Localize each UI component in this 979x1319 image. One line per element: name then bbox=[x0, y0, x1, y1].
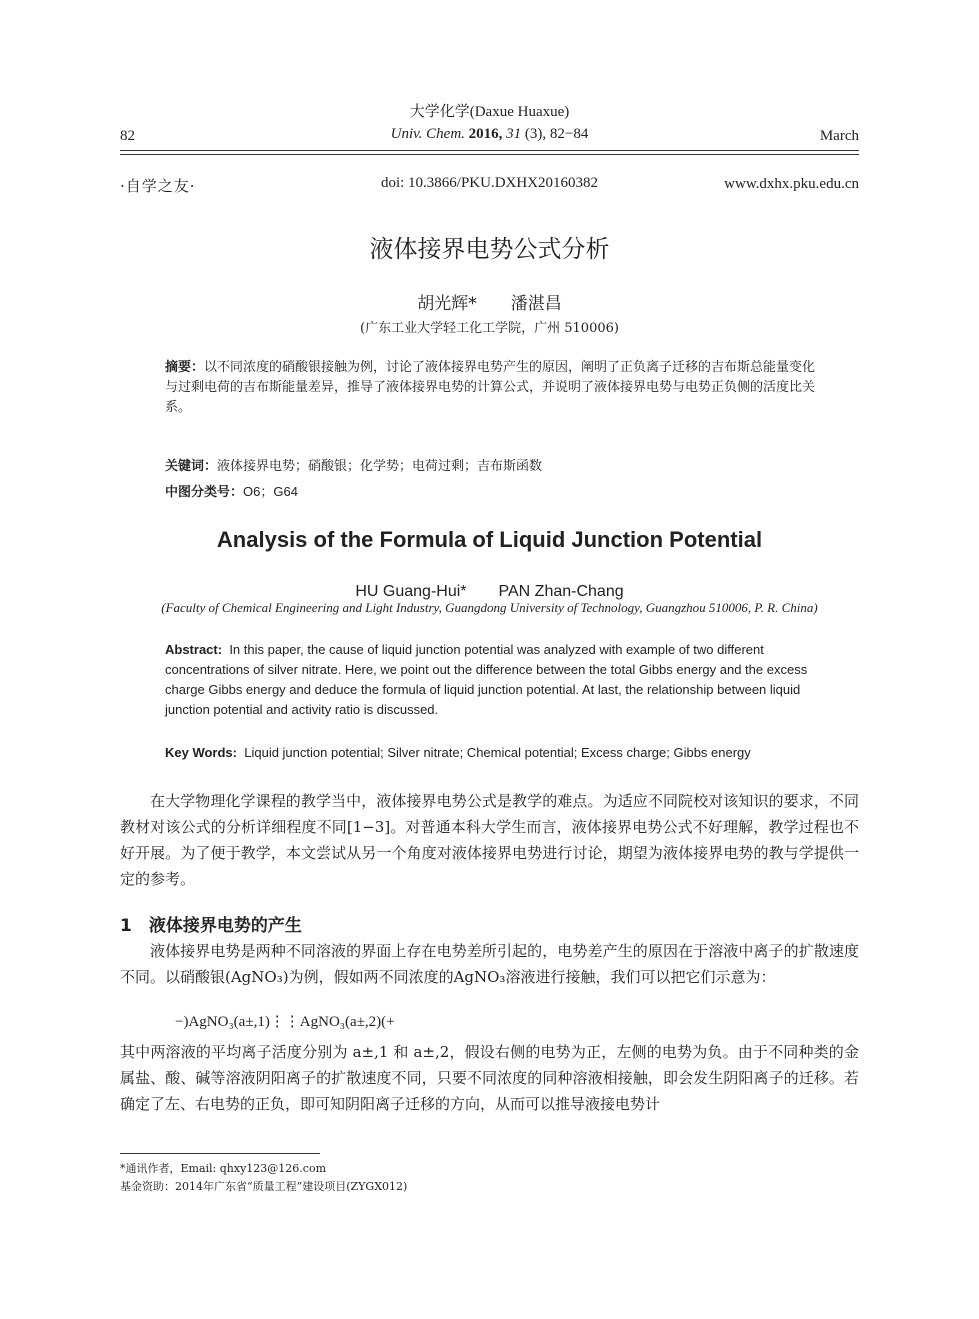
abstract-cn-label: 摘要： bbox=[165, 360, 205, 375]
section-1-paragraph-1: 液体接界电势是两种不同溶液的界面上存在电势差所引起的，电势差产生的原因在于溶液中离子的扩散速度不同。以硝酸银(AgNO₃)为例，假如两不同浓度的AgNO₃溶液进行接触，我们可以把它们示意为： bbox=[120, 942, 859, 986]
title-en: Analysis of the Formula of Liquid Junction Potential bbox=[216, 527, 763, 552]
keywords-cn bbox=[165, 457, 820, 477]
section-1-paragraph-2: 其中两溶液的平均离子活度分别为 a±,1 和 a±,2，假设右侧的电势为正，左侧的电势为负。由于不同种类的金属盐、酸、碱等溶液阴阳离子的扩散速度不同，只要不同浓度的同种溶液相接触，即会发生阴阳离子的迁移。若确定了左、右电势的正负，即可知阴阳离子迁移的方向，从而可以推导液接电势计 bbox=[120, 1043, 859, 1113]
section-tag: ·自学之友· bbox=[120, 177, 196, 195]
title-cn: 液体接界电势公式分析 bbox=[369, 235, 610, 263]
citation-volume: 31 bbox=[506, 126, 522, 142]
abstract-en bbox=[165, 640, 820, 720]
doi: doi: 10.3866/PKU.DXHX20160382 bbox=[380, 175, 599, 191]
affiliation-cn: (广东工业大学轻工化工学院，广州 510006) bbox=[360, 321, 619, 336]
keywords-cn-label: 关键词： bbox=[165, 459, 218, 474]
junction-equation: −)AgNO₃(a±,1)⋮⋮AgNO₃(a±,2)(+ bbox=[175, 1014, 395, 1030]
classification-cn-label: 中图分类号： bbox=[165, 485, 244, 500]
authors-cn: 胡光辉* 潘湛昌 bbox=[417, 294, 562, 314]
abstract-en-label: Abstract: bbox=[165, 642, 223, 657]
keywords-en-text: Liquid junction potential; Silver nitrate; Chemical potential; Excess charge; Gibbs energy bbox=[244, 745, 751, 760]
abstract-cn bbox=[165, 358, 820, 418]
classification-cn bbox=[165, 482, 820, 503]
affiliation-en: (Faculty of Chemical Engineering and Light Industry, Guangdong University of Technology, Guangzhou 510006, P. R. China) bbox=[161, 600, 818, 615]
footnote-rule bbox=[120, 1153, 320, 1154]
keywords-en bbox=[165, 745, 865, 760]
footnote-funding: 基金资助：2014年广东省“质量工程”建设项目(ZYGX012) bbox=[120, 1180, 408, 1193]
page-number: 82 bbox=[120, 128, 135, 144]
section-1-heading: 1 液体接界电势的产生 bbox=[120, 916, 302, 936]
keywords-en-label: Key Words: bbox=[165, 745, 237, 760]
citation-prefix: Univ. Chem. bbox=[390, 126, 465, 142]
abstract-en-text: In this paper, the cause of liquid junction potential was analyzed with example of two different concentrations of silver nitrate. Here, we point out the difference between the total Gibbs energy and the excess charge Gibbs energy and deduce the formula of liquid junction potential. At last, the relationship between liquid junction potential and activity ratio is discussed. bbox=[165, 642, 808, 717]
keywords-cn-text: 液体接界电势；硝酸银；化学势；电荷过剩；吉布斯函数 bbox=[217, 459, 543, 474]
journal-website: www.dxhx.pku.edu.cn bbox=[724, 176, 859, 192]
issue-month: March bbox=[819, 128, 859, 144]
classification-cn-text: O6；G64 bbox=[243, 484, 298, 499]
footnote-corresponding: *通讯作者，Email: qhxy123@126.com bbox=[120, 1162, 327, 1175]
citation-year: 2016, bbox=[468, 126, 503, 142]
authors-en: HU Guang-Hui* PAN Zhan-Chang bbox=[355, 583, 624, 600]
citation-rest: (3), 82−84 bbox=[524, 126, 589, 142]
abstract-cn-text: 以不同浓度的硝酸银接触为例，讨论了液体接界电势产生的原因，阐明了正负离子迁移的吉布斯总能量变化与过剩电荷的吉布斯能量差异，推导了液体接界电势的计算公式，并说明了液体接界电势与电势正负侧的活度比关系。 bbox=[165, 360, 816, 415]
header-rule-bottom bbox=[120, 154, 859, 155]
intro-paragraph: 在大学物理化学课程的教学当中，液体接界电势公式是教学的难点。为适应不同院校对该知识的要求，不同教材对该公式的分析详细程度不同[1−3]。对普通本科大学生而言，液体接界电势公式不好理解，教学过程也不好开展。为了便于教学，本文尝试从另一个角度对液体接界电势进行讨论，期望为液体接界电势的教与学提供一定的参考。 bbox=[120, 792, 859, 888]
journal-name: 大学化学(Daxue Huaxue) bbox=[409, 104, 570, 120]
header-rule-top bbox=[120, 150, 859, 151]
